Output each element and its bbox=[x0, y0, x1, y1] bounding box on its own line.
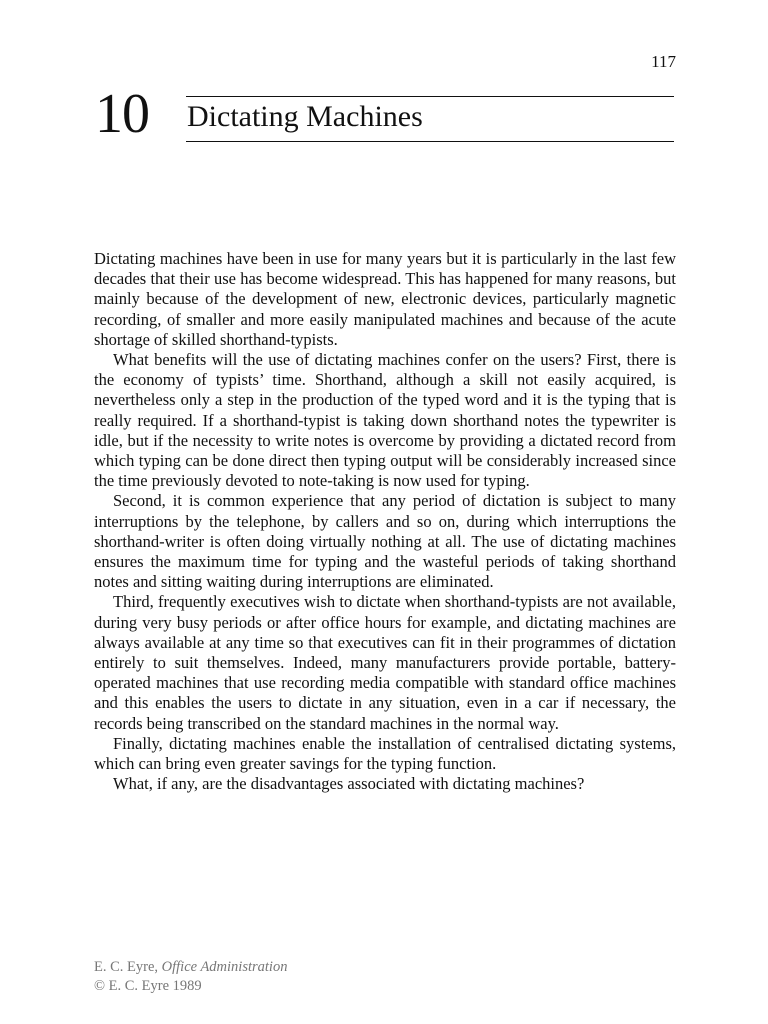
footer-citation bbox=[94, 958, 287, 977]
paragraph-second: Second, it is common experience that any period of dictation is subject to many interruptions by the telephone, by callers and so on, during which interruptions the shorthand-writer is often doing virtually nothing at all. The use of dictating machines ensures the maximum time for typing and the wasteful periods of taking shorthand notes and sitting waiting during interruptions are eliminated. bbox=[94, 491, 676, 592]
title-rule-bottom bbox=[186, 141, 674, 142]
paragraph-finally: Finally, dictating machines enable the installation of centralised dictating systems, which can bring even greater savings for the typing function. bbox=[94, 733, 676, 774]
title-rule-top bbox=[186, 96, 674, 97]
footer bbox=[94, 958, 287, 996]
paragraph-third: Third, frequently executives wish to dictate when shorthand-typists are not available, during very busy periods or after office hours for example, and dictating machines are always available at any time so that executives can fit in their programmes of dictation entirely to suit themselves. Indeed, many manufacturers provide portable, battery-operated machines that use recording media compatible with standard office machines and this enables the users to dictate in any situation, even in a car if necessary, the records being transcribed on the standard machines in the normal way. bbox=[94, 592, 676, 733]
paragraph-intro: Dictating machines have been in use for many years but it is particularly in the last few decades that their use has become widespread. This has happened for many reasons, but mainly because of the development of new, electronic devices, particularly magnetic recording, of smaller and more easily manipulated machines and because of the acute shortage of skilled shorthand-typists. bbox=[94, 249, 676, 349]
body-text bbox=[94, 249, 676, 794]
footer-author: E. C. Eyre, bbox=[94, 959, 159, 975]
footer-book-title: Office Administration bbox=[161, 959, 288, 975]
paragraph-disadvantages: What, if any, are the disadvantages associated with dictating machines? bbox=[113, 774, 585, 794]
paragraph-benefits: What benefits will the use of dictating machines confer on the users? First, there is the economy of typists’ time. Shorthand, although a skill not easily acquired, is nevertheless only a step in the production of the typed word and it is the typing that is really required. If a shorthand-typist is taking down shorthand notes the typewriter is idle, but if the necessity to write notes is overcome by providing a dictated record from which typing can be done direct then typing output will be considerably increased since the time previously devoted to note-taking is now used for typing. bbox=[94, 350, 676, 491]
page-number: 117 bbox=[651, 52, 676, 71]
footer-copyright: © E. C. Eyre 1989 bbox=[94, 978, 202, 994]
chapter-title: Dictating Machines bbox=[187, 100, 423, 133]
chapter-number: 10 bbox=[95, 83, 149, 145]
